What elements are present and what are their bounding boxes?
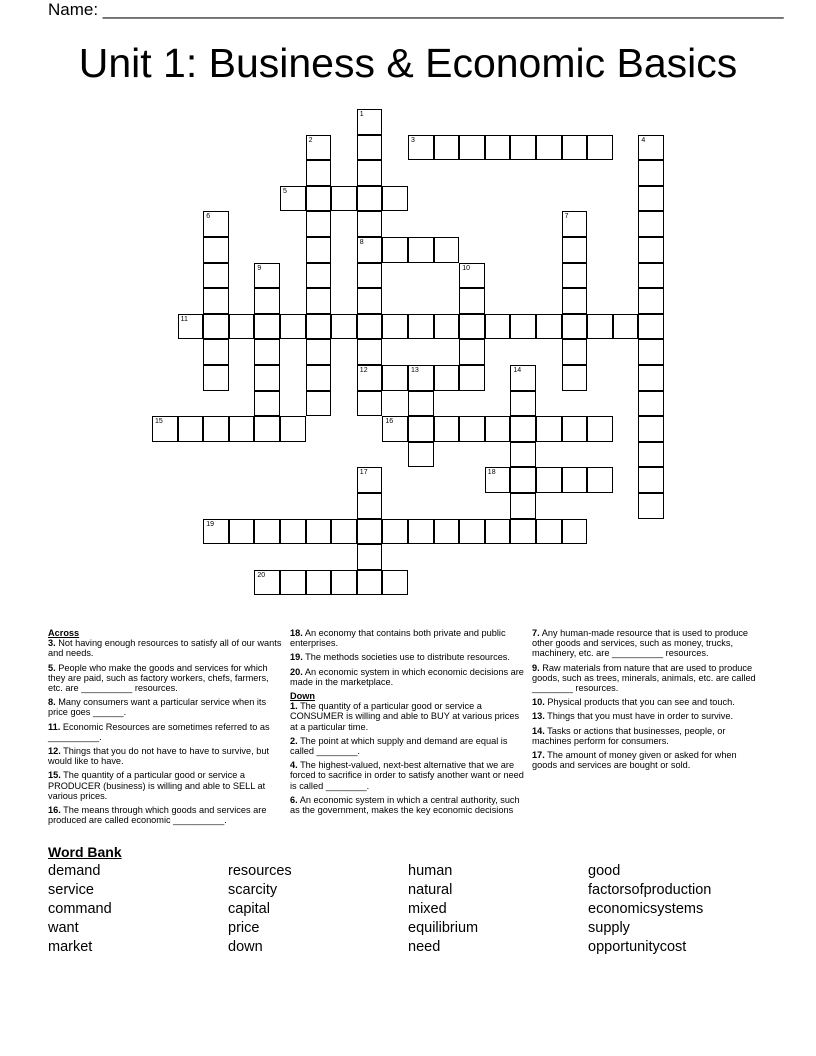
clues-column-1 xyxy=(48,628,282,829)
crossword-cell[interactable] xyxy=(357,365,383,391)
crossword-cell[interactable] xyxy=(306,570,332,596)
crossword-cell[interactable] xyxy=(562,211,588,237)
crossword-cell[interactable] xyxy=(510,365,536,391)
clue-number: 8. xyxy=(48,697,56,708)
crossword-cell[interactable] xyxy=(638,314,664,340)
crossword-cell[interactable] xyxy=(357,263,383,289)
clue-number: 10. xyxy=(532,697,545,708)
clue-text: An economy that contains both private and public enterprises. xyxy=(290,628,506,649)
clue-text: An economic system in which a central authority, such as the government, makes the key economic decisions xyxy=(290,794,520,816)
clue-number-label: 11 xyxy=(180,315,188,323)
clue-number-label: 14 xyxy=(513,367,522,374)
crossword-cell[interactable] xyxy=(510,135,536,161)
crossword-cell[interactable] xyxy=(382,237,408,263)
clue-number: 11. xyxy=(48,721,61,732)
crossword-cell[interactable] xyxy=(203,314,229,340)
clue-number-label: 15 xyxy=(155,418,163,426)
word-bank-column xyxy=(408,862,478,957)
crossword-cell[interactable] xyxy=(306,211,332,237)
crossword-cell[interactable] xyxy=(254,288,280,314)
clue-number-label: 4 xyxy=(641,136,646,144)
clue-text: Any human-made resource that is used to produce other goods and services, such as money, trucks, machinery, etc. are __________ resources. xyxy=(532,628,749,659)
crossword-cell[interactable] xyxy=(459,365,485,391)
crossword-cell[interactable] xyxy=(306,391,332,417)
crossword-cell[interactable] xyxy=(152,416,178,442)
crossword-cell[interactable] xyxy=(562,263,588,289)
crossword-cell[interactable] xyxy=(613,314,639,340)
crossword-cell[interactable] xyxy=(562,467,588,493)
clue-number: 18. xyxy=(290,628,303,638)
crossword-cell[interactable] xyxy=(357,186,383,212)
clue-text: Many consumers want a particular service when its price goes ______. xyxy=(48,697,267,718)
crossword-cell[interactable] xyxy=(254,416,280,442)
word-bank-column xyxy=(48,862,112,957)
crossword-cell[interactable] xyxy=(536,416,562,442)
clue-text: The amount of money given or asked for when goods and services are bought or sold. xyxy=(532,750,737,771)
crossword-cell[interactable] xyxy=(254,314,280,340)
clue-number-label: 10 xyxy=(462,264,470,272)
word-bank-word: scarcity xyxy=(228,882,278,898)
clue-number-label: 19 xyxy=(206,520,214,528)
crossword-cell[interactable] xyxy=(229,519,255,545)
clue-down-6 xyxy=(290,795,526,815)
clue-number: 14. xyxy=(532,725,545,736)
clue-down-7 xyxy=(532,628,764,659)
clue-across-12 xyxy=(48,746,282,766)
crossword-cell[interactable] xyxy=(510,314,536,340)
clue-number-label: 5 xyxy=(283,187,287,195)
crossword-cell[interactable] xyxy=(485,135,511,161)
crossword-cell[interactable] xyxy=(306,160,332,186)
crossword-cell[interactable] xyxy=(459,314,485,340)
crossword-cell[interactable] xyxy=(638,135,664,161)
clue-text: The methods societies use to distribute resources. xyxy=(305,652,510,663)
crossword-cell[interactable] xyxy=(434,416,460,442)
word-bank-word: good xyxy=(588,863,621,879)
clue-down-9 xyxy=(532,663,764,694)
crossword-cell[interactable] xyxy=(203,263,229,289)
word-bank-title: Word Bank xyxy=(48,844,122,860)
crossword-cell[interactable] xyxy=(229,314,255,340)
crossword-cell[interactable] xyxy=(203,365,229,391)
down-heading: Down xyxy=(290,691,316,702)
crossword-cell[interactable] xyxy=(203,211,229,237)
crossword-cell[interactable] xyxy=(459,339,485,365)
clue-across-8 xyxy=(48,697,282,717)
crossword-cell[interactable] xyxy=(638,467,664,493)
clue-down-14 xyxy=(532,726,764,746)
clue-number-label: 6 xyxy=(206,213,211,221)
crossword-cell[interactable] xyxy=(306,288,332,314)
clue-text: The quantity of a particular good or service a PRODUCER (business) is willing and able to SELL at various prices. xyxy=(48,770,266,801)
clue-text: The point at which supply and demand are equal is called ________. xyxy=(290,735,508,757)
crossword-cell[interactable] xyxy=(178,314,204,340)
clue-down-4 xyxy=(290,760,526,791)
crossword-cell[interactable] xyxy=(459,519,485,545)
crossword-cell[interactable] xyxy=(331,570,357,596)
crossword-cell[interactable] xyxy=(562,365,588,391)
clue-number: 4. xyxy=(290,760,298,771)
crossword-cell[interactable] xyxy=(178,416,204,442)
crossword-cell[interactable] xyxy=(382,570,408,596)
crossword-cell[interactable] xyxy=(331,519,357,545)
clues-column-2 xyxy=(290,628,526,819)
clue-number: 2. xyxy=(290,735,298,746)
crossword-cell[interactable] xyxy=(510,416,536,442)
crossword-cell[interactable] xyxy=(638,442,664,468)
clue-across-5 xyxy=(48,663,282,694)
word-bank-word: equilibrium xyxy=(408,920,479,936)
crossword-cell[interactable] xyxy=(408,442,434,468)
crossword-cell[interactable] xyxy=(562,314,588,340)
crossword-cell[interactable] xyxy=(357,519,383,545)
crossword-cell[interactable] xyxy=(280,416,306,442)
word-bank-word: command xyxy=(48,901,112,917)
word-bank-word: supply xyxy=(588,920,630,936)
crossword-cell[interactable] xyxy=(485,314,511,340)
crossword-cell[interactable] xyxy=(306,365,332,391)
crossword-cell[interactable] xyxy=(254,519,280,545)
clue-text: The quantity of a particular good or service a CONSUMER is willing and able to BUY at various prices at a particular time. xyxy=(290,701,520,732)
word-bank-word: down xyxy=(228,939,263,955)
clue-down-1 xyxy=(290,701,526,732)
crossword-cell[interactable] xyxy=(638,263,664,289)
crossword-cell[interactable] xyxy=(382,365,408,391)
clue-number: 17. xyxy=(532,750,545,761)
crossword-cell[interactable] xyxy=(357,135,383,161)
crossword-cell[interactable] xyxy=(638,186,664,212)
crossword-cell[interactable] xyxy=(357,237,383,263)
clue-number: 6. xyxy=(290,794,298,805)
crossword-cell[interactable] xyxy=(203,339,229,365)
crossword-cell[interactable] xyxy=(638,160,664,186)
crossword-cell[interactable] xyxy=(638,391,664,417)
crossword-cell[interactable] xyxy=(587,467,613,493)
word-bank-word: opportunitycost xyxy=(588,939,687,955)
crossword-cell[interactable] xyxy=(254,391,280,417)
word-bank-word: resources xyxy=(228,863,292,879)
clue-number: 3. xyxy=(48,638,56,649)
crossword-cell[interactable] xyxy=(587,135,613,161)
crossword-cell[interactable] xyxy=(357,493,383,519)
crossword-cell[interactable] xyxy=(254,263,280,289)
crossword-cell[interactable] xyxy=(408,519,434,545)
crossword-cell[interactable] xyxy=(485,467,511,493)
crossword-cell[interactable] xyxy=(459,416,485,442)
crossword-cell[interactable] xyxy=(638,365,664,391)
crossword-cell[interactable] xyxy=(510,493,536,519)
clue-number: 5. xyxy=(48,662,56,673)
clue-text: Tasks or actions that businesses, people, or machines perform for consumers. xyxy=(532,725,726,746)
crossword-cell[interactable] xyxy=(357,160,383,186)
crossword-cell[interactable] xyxy=(408,314,434,340)
crossword-cell[interactable] xyxy=(485,416,511,442)
crossword-cell[interactable] xyxy=(280,314,306,340)
clue-number-label: 3 xyxy=(411,136,415,144)
crossword-cell[interactable] xyxy=(562,288,588,314)
clue-across-11 xyxy=(48,722,282,742)
crossword-cell[interactable] xyxy=(382,416,408,442)
crossword-cell[interactable] xyxy=(306,237,332,263)
clue-number-label: 18 xyxy=(487,469,496,477)
crossword-cell[interactable] xyxy=(408,237,434,263)
crossword-cell[interactable] xyxy=(434,135,460,161)
crossword-cell[interactable] xyxy=(434,237,460,263)
crossword-cell[interactable] xyxy=(638,211,664,237)
clue-text: The highest-valued, next-best alternative that we are forced to sacrifice in order to satisfy another want or need is called ________. xyxy=(290,760,524,791)
crossword-cell[interactable] xyxy=(587,314,613,340)
word-bank-word: economicsystems xyxy=(588,901,704,917)
crossword-cell[interactable] xyxy=(357,544,383,570)
clue-number-label: 8 xyxy=(359,239,364,246)
crossword-cell[interactable] xyxy=(638,339,664,365)
crossword-cell[interactable] xyxy=(357,314,383,340)
crossword-cell[interactable] xyxy=(434,519,460,545)
crossword-cell[interactable] xyxy=(280,570,306,596)
word-bank-column xyxy=(588,862,711,957)
crossword-cell[interactable] xyxy=(357,211,383,237)
crossword-cell[interactable] xyxy=(203,519,229,545)
clues-column-3 xyxy=(532,628,764,774)
crossword-cell[interactable] xyxy=(510,519,536,545)
crossword-cell[interactable] xyxy=(408,391,434,417)
crossword-cell[interactable] xyxy=(536,519,562,545)
crossword-cell[interactable] xyxy=(357,467,383,493)
crossword-cell[interactable] xyxy=(408,135,434,161)
crossword-cell[interactable] xyxy=(382,186,408,212)
word-bank-word: service xyxy=(48,882,94,898)
crossword-cell[interactable] xyxy=(638,493,664,519)
crossword-cell[interactable] xyxy=(434,314,460,340)
clue-text: People who make the goods and services for which they are paid, such as factory workers, chefs, farmers, etc. are __________ resources. xyxy=(48,662,269,694)
clue-number-label: 12 xyxy=(359,367,368,374)
clue-text: Things that you do not have to have to survive, but would like to have. xyxy=(48,746,269,767)
clue-number: 13. xyxy=(532,711,545,722)
clue-number-label: 17 xyxy=(359,469,368,477)
word-bank-word: capital xyxy=(228,901,270,917)
crossword-cell[interactable] xyxy=(408,365,434,391)
crossword-cell[interactable] xyxy=(229,416,255,442)
crossword-cell[interactable] xyxy=(254,570,280,596)
word-bank-word: demand xyxy=(48,863,101,879)
clue-number-label: 2 xyxy=(308,136,313,144)
clue-number-label: 9 xyxy=(257,264,262,272)
clue-down-10 xyxy=(532,697,764,707)
crossword-cell[interactable] xyxy=(638,288,664,314)
crossword-cell[interactable] xyxy=(510,391,536,417)
crossword-cell[interactable] xyxy=(562,135,588,161)
word-bank-column xyxy=(228,862,292,957)
crossword-cell[interactable] xyxy=(331,314,357,340)
crossword-cell[interactable] xyxy=(254,339,280,365)
clue-number: 15. xyxy=(48,770,61,781)
clue-across-15 xyxy=(48,770,282,801)
crossword-cell[interactable] xyxy=(638,416,664,442)
crossword-cell[interactable] xyxy=(587,416,613,442)
crossword-cell[interactable] xyxy=(562,416,588,442)
crossword-cell[interactable] xyxy=(536,467,562,493)
crossword-cell[interactable] xyxy=(280,519,306,545)
clue-number: 12. xyxy=(48,746,61,757)
clue-across-3 xyxy=(48,638,282,658)
clue-number: 9. xyxy=(532,662,540,673)
crossword-cell[interactable] xyxy=(203,416,229,442)
word-bank-word: need xyxy=(408,939,441,955)
crossword-cell[interactable] xyxy=(562,339,588,365)
crossword-cell[interactable] xyxy=(536,135,562,161)
clue-number: 19. xyxy=(290,652,303,663)
crossword-cell[interactable] xyxy=(510,442,536,468)
crossword-cell[interactable] xyxy=(510,467,536,493)
crossword-cell[interactable] xyxy=(357,109,383,135)
crossword-cell[interactable] xyxy=(306,135,332,161)
crossword-cell[interactable] xyxy=(331,186,357,212)
crossword-cell[interactable] xyxy=(382,314,408,340)
clue-number-label: 7 xyxy=(564,213,569,221)
word-bank-word: market xyxy=(48,939,93,955)
crossword-cell[interactable] xyxy=(306,519,332,545)
crossword-cell[interactable] xyxy=(459,263,485,289)
word-bank-word: mixed xyxy=(408,901,447,917)
crossword-cell[interactable] xyxy=(306,339,332,365)
crossword-cell[interactable] xyxy=(357,288,383,314)
page-title: Unit 1: Business & Economic Basics xyxy=(78,40,738,86)
crossword-cell[interactable] xyxy=(562,519,588,545)
clue-number-label: 16 xyxy=(385,418,394,426)
word-bank-word: want xyxy=(48,920,79,936)
crossword-cell[interactable] xyxy=(382,519,408,545)
crossword-cell[interactable] xyxy=(280,186,306,212)
clue-down-2 xyxy=(290,736,526,756)
clue-across-18 xyxy=(290,628,526,648)
clue-across-16 xyxy=(48,805,282,825)
clue-text: Not having enough resources to satisfy all of our wants and needs. xyxy=(48,638,282,659)
crossword-cell[interactable] xyxy=(562,237,588,263)
clue-down-17 xyxy=(532,750,764,770)
clue-text: Raw materials from nature that are used to produce goods, such as trees, minerals, animals, etc. are called ________ resources. xyxy=(532,662,756,694)
clue-number: 7. xyxy=(532,628,540,638)
name-field[interactable]: Name: ________________________________________________________________________ xyxy=(48,0,784,19)
word-bank-word: human xyxy=(408,863,453,879)
clue-number: 1. xyxy=(290,701,298,712)
crossword-cell[interactable] xyxy=(459,135,485,161)
across-heading: Across xyxy=(48,628,80,638)
clue-number-label: 20 xyxy=(257,571,266,579)
crossword-cell[interactable] xyxy=(485,519,511,545)
clue-text: The means through which goods and services are produced are called economic __________. xyxy=(48,805,267,826)
crossword-cell[interactable] xyxy=(357,339,383,365)
clue-number-label: 1 xyxy=(359,111,364,118)
crossword-cell[interactable] xyxy=(357,391,383,417)
clue-text: Things that you must have in order to survive. xyxy=(547,711,734,722)
crossword-cell[interactable] xyxy=(306,263,332,289)
crossword-cell[interactable] xyxy=(459,288,485,314)
clue-text: Economic Resources are sometimes referred to as __________. xyxy=(48,721,270,742)
word-bank-word: natural xyxy=(408,882,453,898)
clue-down-13 xyxy=(532,711,764,721)
word-bank-word: price xyxy=(228,920,260,936)
word-bank-word: factorsofproduction xyxy=(588,882,712,898)
crossword-cell[interactable] xyxy=(254,365,280,391)
clue-across-20 xyxy=(290,667,526,687)
crossword-cell[interactable] xyxy=(408,416,434,442)
crossword-cell[interactable] xyxy=(638,237,664,263)
crossword-cell[interactable] xyxy=(203,288,229,314)
clue-number: 16. xyxy=(48,805,61,816)
clue-number-label: 13 xyxy=(411,367,419,374)
crossword-cell[interactable] xyxy=(434,365,460,391)
crossword-cell[interactable] xyxy=(203,237,229,263)
clue-text: Physical products that you can see and touch. xyxy=(547,697,735,708)
clue-text: An economic system in which economic decisions are made in the marketplace. xyxy=(290,666,524,687)
crossword-cell[interactable] xyxy=(357,570,383,596)
clue-across-19 xyxy=(290,652,526,662)
clue-number: 20. xyxy=(290,666,303,677)
crossword-cell[interactable] xyxy=(306,186,332,212)
crossword-cell[interactable] xyxy=(536,314,562,340)
crossword-cell[interactable] xyxy=(306,314,332,340)
